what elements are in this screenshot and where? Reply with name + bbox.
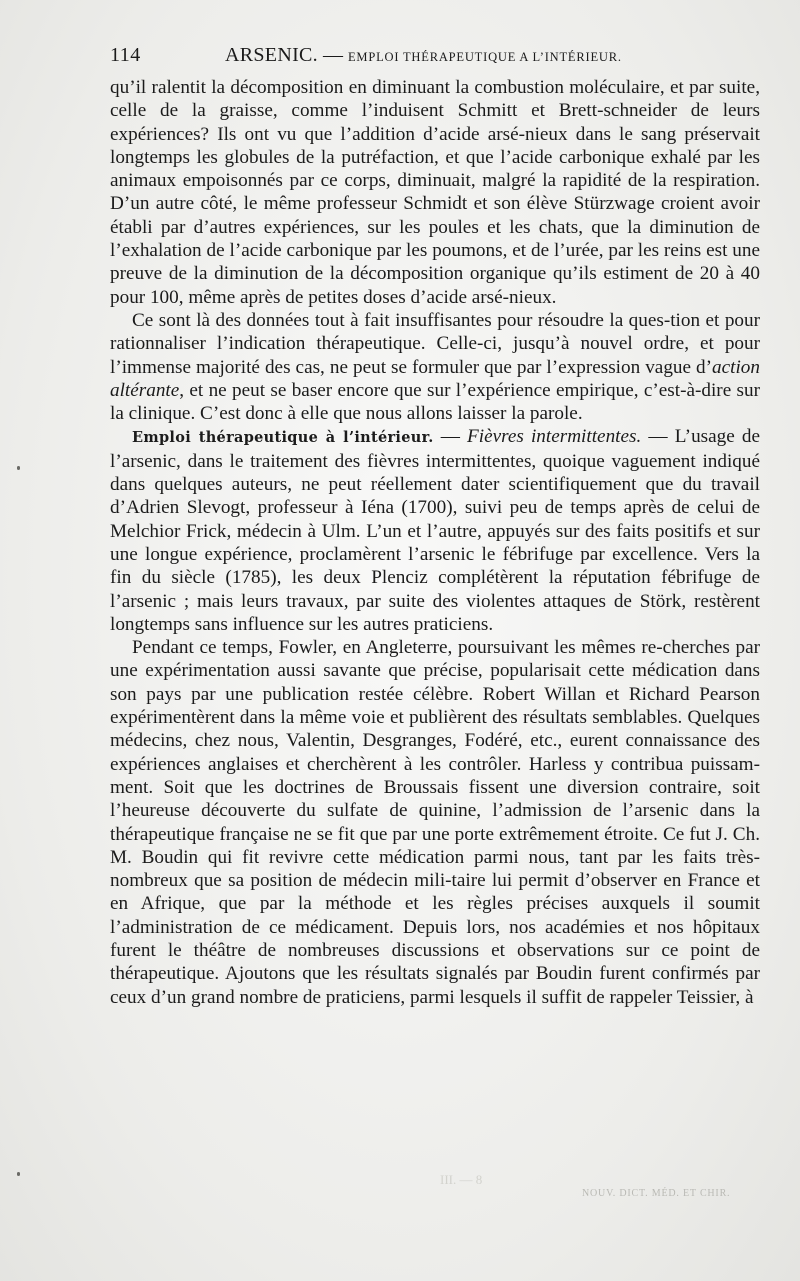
running-header (110, 44, 760, 70)
section-heading: Emploi thérapeutique à l’intérieur. (132, 429, 434, 447)
section-subheading: Fièvres intermittentes. (467, 426, 642, 448)
paragraph-3 (110, 425, 760, 636)
page-number: 114 (110, 44, 141, 66)
page-speck (17, 1172, 20, 1176)
paragraph-1: qu’il ralentit la décomposition en diminuant la combustion moléculaire, et par suite, celle de la graisse, comme l’induisent Schmitt et Brett-schneider de leurs expériences? Ils ont vu que l’addition d’acide arsé-nieux dans le sang préservait longtemps les globules de la putréfaction, et que l’acide carbonique exhalé par les animaux empoisonnés par ce corps, diminuait, malgré la rapidité de la respiration. D’un autre côté, le même professeur Schmidt et son élève Stürzwage croient avoir établi par d’autres expériences, sur les poules et les chats, que la diminution de l’exhalation de l’acide carbonique par les poumons, et de l’urée, par les reins est une preuve de la diminution de la décomposition organique qu’ils estiment de 20 à 40 pour 100, même après de petites doses d’acide arsé-nieux. (110, 77, 760, 308)
running-title-main: ARSENIC. (225, 44, 318, 66)
paragraph-4: Pendant ce temps, Fowler, en Angleterre, poursuivant les mêmes re-cherches par une expérimentation aussi savante que précise, popularisait cette médication dans son pays par une publication restée célèbre. Robert Willan et Richard Pearson expérimentèrent dans la même voie et publièrent des résultats semblables. Quelques médecins, chez nous, Valentin, Desgranges, Fodéré, etc., eurent connaissance des expériences anglaises et cherchèrent à les contrôler. Harless y contribua puissam-ment. Soit que les doctrines de Broussais fissent une diversion contraire, soit l’heureuse découverte du sulfate de quinine, l’admission de l’arsenic dans la thérapeutique française ne se fit que par une porte extrêmement étroite. Ce fut J. Ch. M. Boudin qui fit revivre cette médication parmi nous, tant par les faits très-nombreux que sa position de médecin mili-taire lui permit d’observer en France et en Afrique, que par la méthode et les règles précises auxquels il soumit l’administration de ce médicament. Depuis lors, nos académies et nos hôpitaux furent le théâtre de nombreuses discussions et observations sur ce point de thérapeutique. Ajoutons que les résultats signalés par Boudin furent confirmés par ceux d’un grand nombre de praticiens, parmi lesquels il suffit de rappeler Teissier, à (110, 637, 760, 1008)
section-heading-dash: — (433, 426, 468, 448)
paragraph-2-prep: d’ (696, 356, 713, 378)
paragraph-2-before: Ce sont là des données tout à fait insuffisantes pour résoudre la ques-tion et pour rationnaliser l’indication thérapeutique. Celle-ci, jusqu’à nouvel ordre, et pour l’immense majorité des cas, ne peut se formuler que par l’expression vague (110, 309, 760, 378)
signature-mark: NOUV. DICT. MÉD. ET CHIR. (582, 1188, 731, 1199)
show-through-text: III. — 8 (440, 1172, 483, 1187)
running-title-sub: EMPLOI THÉRAPEUTIQUE A L’INTÉRIEUR. (347, 50, 622, 64)
paragraph-2-after: , et ne peut se baser encore que sur l’expérience empirique, c’est-à-dire sur la clinique. C’est donc à elle que nous allons laisser la parole. (110, 379, 760, 425)
body-text (110, 76, 760, 1009)
paragraph-3-text: — L’usage de l’arsenic, dans le traitement des fièvres intermittentes, quoique vaguement indiqué dans quelques auteurs, ne peut réellement dater scientifiquement que du travail d’Adrien Slevogt, professeur à Iéna (1700), suivi peu de temps après de celui de Melchior Frick, médecin à Ulm. L’un et l’autre, appuyés sur des faits positifs et sur une longue expérience, proclamèrent l’arsenic le fébrifuge par excellence. Vers la fin du siècle (1785), les deux Plenciz complétèrent la réputation fébrifuge de l’arsenic ; mais leurs travaux, par suite des violentes attaques de Störk, restèrent longtemps sans influence sur les autres praticiens. (110, 426, 760, 635)
running-title (225, 44, 622, 67)
page-speck (17, 466, 20, 470)
paragraph-2 (110, 309, 760, 425)
paragraph-2-italic: action altérante (110, 356, 760, 401)
running-title-dash: — (317, 44, 348, 66)
